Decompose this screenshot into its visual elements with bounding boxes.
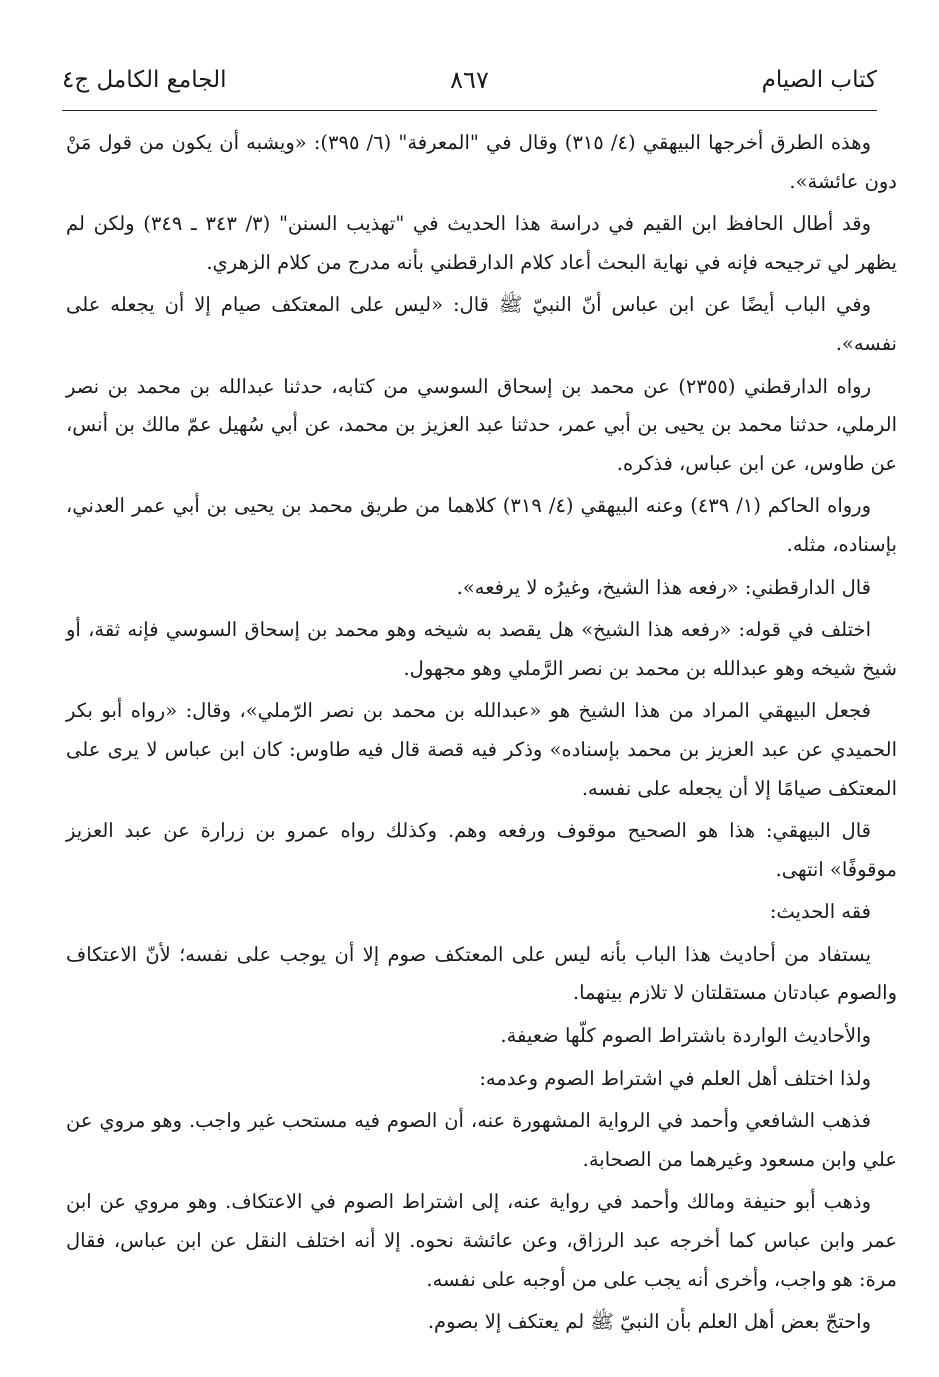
paragraph: فذهب الشافعي وأحمد في الرواية المشهورة عنه، أن الصوم فيه مستحب غير واجب. وهو مروي عن علي وابن مسعود وغيرهما من الصحابة. <box>66 1109 897 1171</box>
paragraph: والأحاديث الواردة باشتراط الصوم كلّها ضعيفة. <box>500 1024 871 1048</box>
paragraph: اختلف في قوله: «رفعه هذا الشيخ» هل يقصد به شيخه وهو محمد بن إسحاق السوسي فإنه ثقة، أو شيخ شيخه وهو عبدالله بن محمد بن نصر الرَّملي وهو مجهول. <box>66 618 897 680</box>
paragraph: ورواه الحاكم (١/ ٤٣٩) وعنه البيهقي (٤/ ٣١٩) كلاهما من طريق محمد بن يحيى بن أبي عمر العدني، بإسناده، مثله. <box>66 494 897 556</box>
paragraph: يستفاد من أحاديث هذا الباب بأنه ليس على المعتكف صوم إلا أن يوجب على نفسه؛ لأنّ الاعتكاف والصوم عبادتان مستقلتان لا تلازم بينهما. <box>66 942 897 1005</box>
paragraph: وفي الباب أيضًا عن ابن عباس أنّ النبيّ ﷺ قال: «ليس على المعتكف صيام إلا أن يجعله على نفسه». <box>66 293 897 355</box>
section-heading: فقه الحديث: <box>769 900 871 924</box>
paragraph: واحتجّ بعض أهل العلم بأن النبيّ ﷺ لم يعتكف إلا بصوم. <box>427 1310 871 1334</box>
running-head-volume: الجامع الكامل ج٤ <box>62 67 227 93</box>
paragraph: ولذا اختلف أهل العلم في اشتراط الصوم وعدمه: <box>479 1066 871 1090</box>
paragraph: رواه الدارقطني (٢٣٥٥) عن محمد بن إسحاق السوسي من كتابه، حدثنا عبدالله بن محمد بن نصر الرملي، حدثنا محمد بن يحيى بن أبي عمر، حدثنا عبد العزيز بن محمد، عن أبي سُهيل عمّ مالك بن أنس، عن طاوس، عن ابن عباس، فذكره. <box>66 374 897 475</box>
page-header <box>62 60 877 100</box>
paragraph: وقد أطال الحافظ ابن القيم في دراسة هذا الحديث في "تهذيب السنن" (٣/ ٣٤٣ ـ ٣٤٩) ولكن لم يظهر لي ترجيحه فإنه في نهاية البحث أعاد كلام الدارقطني بأنه مدرج من كلام الزهري. <box>66 212 897 274</box>
page-number: ٨٦٧ <box>450 66 489 94</box>
header-divider <box>62 110 877 111</box>
paragraph: قال الدارقطني: «رفعه هذا الشيخ، وغيرُه لا يرفعه». <box>456 575 871 599</box>
running-head-book-title: كتاب الصيام <box>761 67 877 93</box>
paragraph: قال البيهقي: هذا هو الصحيح موقوف ورفعه وهم. وكذلك رواه عمرو بن زرارة عن عبد العزيز موقوفًا» انتهى. <box>66 819 897 881</box>
paragraph: وهذه الطرق أخرجها البيهقي (٤/ ٣١٥) وقال في "المعرفة" (٦/ ٣٩٥): «ويشبه أن يكون من قول مَنْ دون عائشة». <box>66 131 897 193</box>
paragraph: فجعل البيهقي المراد من هذا الشيخ هو «عبدالله بن محمد بن نصر الرّملي»، وقال: «رواه أبو بكر الحميدي عن عبد العزيز بن محمد بإسناده» وذكر فيه قصة قال فيه طاوس: كان ابن عباس لا يرى على المعتكف صيامًا إلا أن يجعله على نفسه. <box>66 699 897 800</box>
paragraph: وذهب أبو حنيفة ومالك وأحمد في رواية عنه، إلى اشتراط الصوم في الاعتكاف. وهو مروي عن ابن عمر وابن عباس كما أخرجه عبد الرزاق، وعن عائشة نحوه. إلا أنه اختلف النقل عن ابن عباس، فقال مرة: هو واجب، وأخرى أنه يجب على من أوجبه على نفسه. <box>66 1190 897 1291</box>
body-text <box>66 124 897 1346</box>
